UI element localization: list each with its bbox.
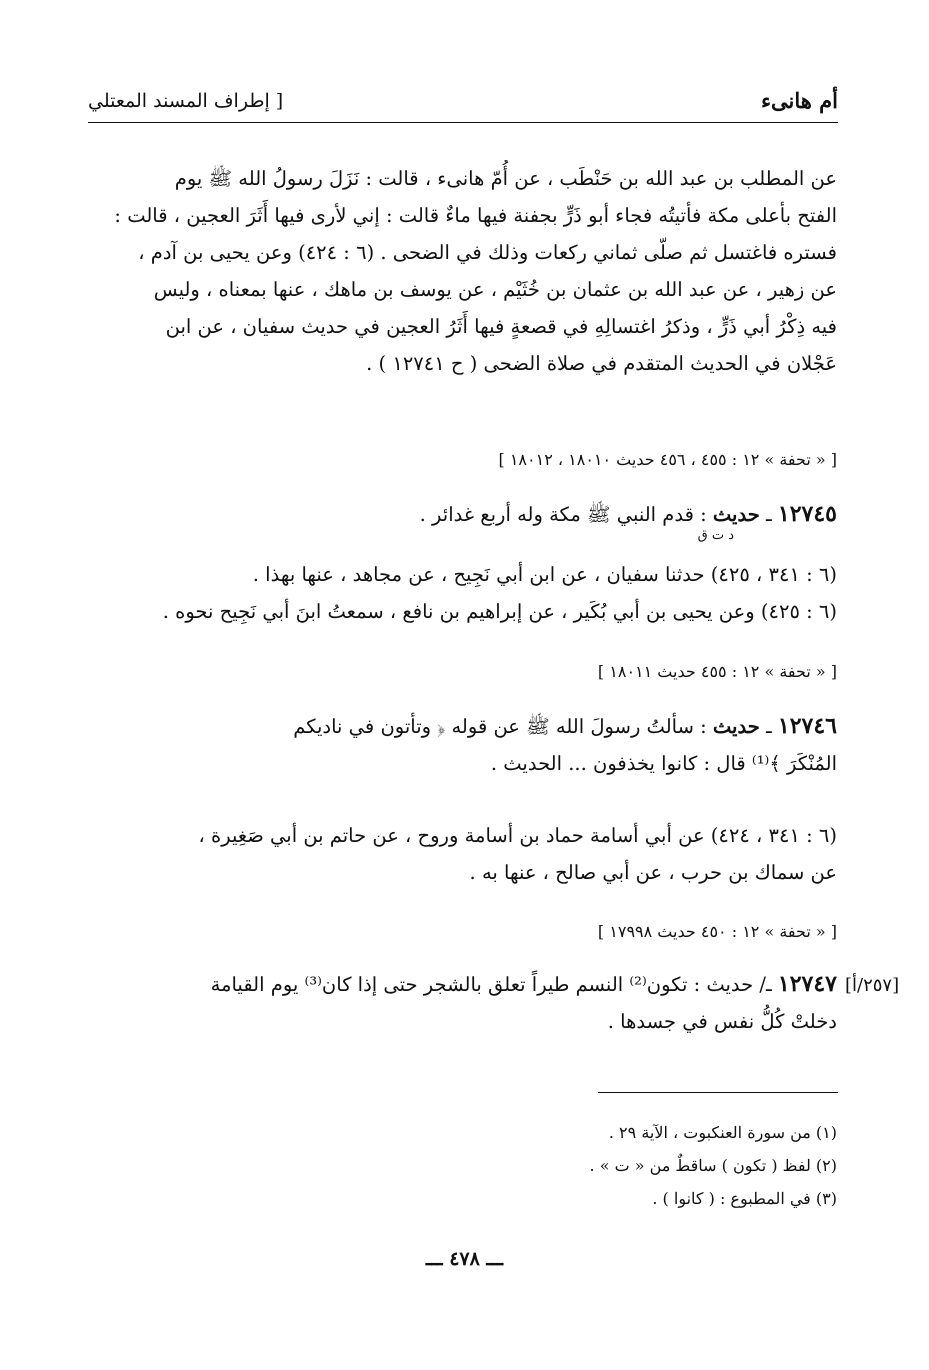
sigla-label: د ت ق [697,528,734,543]
text-line: فيه ذِكْرُ أبي ذَرٍّ ، وذكرُ اغتسالِهِ في قصعةٍ فيها أَثَرُ العجين في حديث سفيان ، عن ابن [165,315,837,338]
text-line: الفتح بأعلى مكة فأتيتُه فجاء أبو ذَرٍّ بجفنة فيها ماءٌ قالت : إني لأرى فيها أَثَرَ العجين ، قالت : [114,204,837,227]
text-line: (٦ : ٤٢٥) وعن يحيى بن أبي بُكَير ، عن إبراهيم بن نافع ، سمعتُ ابنَ أبي نَجِيح نحوه . [162,600,837,623]
hadith-number: ١٢٧٤٥ [777,501,837,527]
tuhfa-reference: [ « تحفة » ١٢ : ٤٥٥ ، ٤٥٦ حديث ١٨٠١٠ ، ١٨٠١٢ ] [498,450,837,469]
hadith-12747 [92,966,837,1040]
text-line: دخلتْ كُلُّ نفس في جسدها . [607,1010,837,1033]
text-line: المُنْكَرَ ﴾⁽¹⁾ قال : كانوا يخذفون ... الحديث . [490,752,837,775]
text-line: (٦ : ٣٤١ ، ٤٢٥) حدثنا سفيان ، عن ابن أبي نَجِيح ، عن مجاهد ، عنها بهذا . [252,563,837,586]
footnote-divider [598,1092,838,1093]
tuhfa-reference: [ « تحفة » ١٢ : ٤٥٠ حديث ١٧٩٩٨ ] [597,922,837,941]
hadith-12746: ١٢٧٤٦ ـ حديث : سألتُ رسولَ الله ﷺ عن قوله ﴿ وتأتون في ناديكم المُنْكَرَ ﴾⁽¹⁾ قال : كانوا يخذفون ... الحديث . [92,708,837,782]
hadith-text: : قدم النبي ﷺ مكة وله أربع غدائر . [419,503,707,526]
footnote: (٣) في المطبوع : ( كانوا ) . [652,1189,837,1208]
text-line: عَجْلان في الحديث المتقدم في صلاة الضحى ( ح ١٢٧٤١ ) . [366,352,837,375]
hadith-number: ١٢٧٤٧ [777,971,837,997]
footnote: (١) من سورة العنكبوت ، الآية ٢٩ . [608,1123,837,1142]
paragraph-2 [92,556,837,630]
text-line: عن سماك بن حرب ، عن أبي صالح ، عنها به . [469,861,837,884]
hadith-keyword: حديث [712,503,760,526]
hadith-text: ـ/ حديث : تكون⁽²⁾ النسم طيراً تعلق بالشجر حتى إذا كان⁽³⁾ يوم القيامة [210,973,772,996]
folio-marker: [٢٥٧/أ] [845,975,900,996]
hadith-keyword: حديث [712,715,760,738]
page-number: ـــ ٤٧٨ ـــ [425,1248,504,1270]
footnote: (٢) لفظ ( تكون ) ساقطٌ من « ت » . [589,1156,837,1175]
chapter-title: أم هانىء [761,88,838,113]
footnotes [92,1116,837,1215]
paragraph-1 [92,160,837,382]
hadith-12745: ١٢٧٤٥ ـ حديث : قدم النبي ﷺ مكة وله أربع غدائر . [419,501,837,527]
running-header [88,88,838,123]
paragraph-3 [92,817,837,891]
text-line: فستره فاغتسل ثم صلّى ثماني ركعات وذلك في الضحى . (٦ : ٤٢٤) وعن يحيى بن آدم ، [138,241,837,264]
hadith-text: : سألتُ رسولَ الله ﷺ عن قوله ﴿ وتأتون في ناديكم [293,715,707,738]
hadith-number: ١٢٧٤٦ [777,713,837,739]
book-title: [ إطراف المسند المعتلي [88,90,284,112]
text-line: عن زهير ، عن عبد الله بن عثمان بن خُثَيْم ، عن يوسف بن ماهك ، عنها بمعناه ، وليس [153,278,837,301]
tuhfa-reference: [ « تحفة » ١٢ : ٤٥٥ حديث ١٨٠١١ ] [597,662,837,681]
text-line: (٦ : ٣٤١ ، ٤٢٤) عن أبي أسامة حماد بن أسامة وروح ، عن حاتم بن أبي صَغِيرة ، [198,824,837,847]
text-line: عن المطلب بن عبد الله بن حَنْطَب ، عن أُمّ هانىء ، قالت : نَزَلَ رسولُ الله ﷺ يوم [174,167,837,190]
